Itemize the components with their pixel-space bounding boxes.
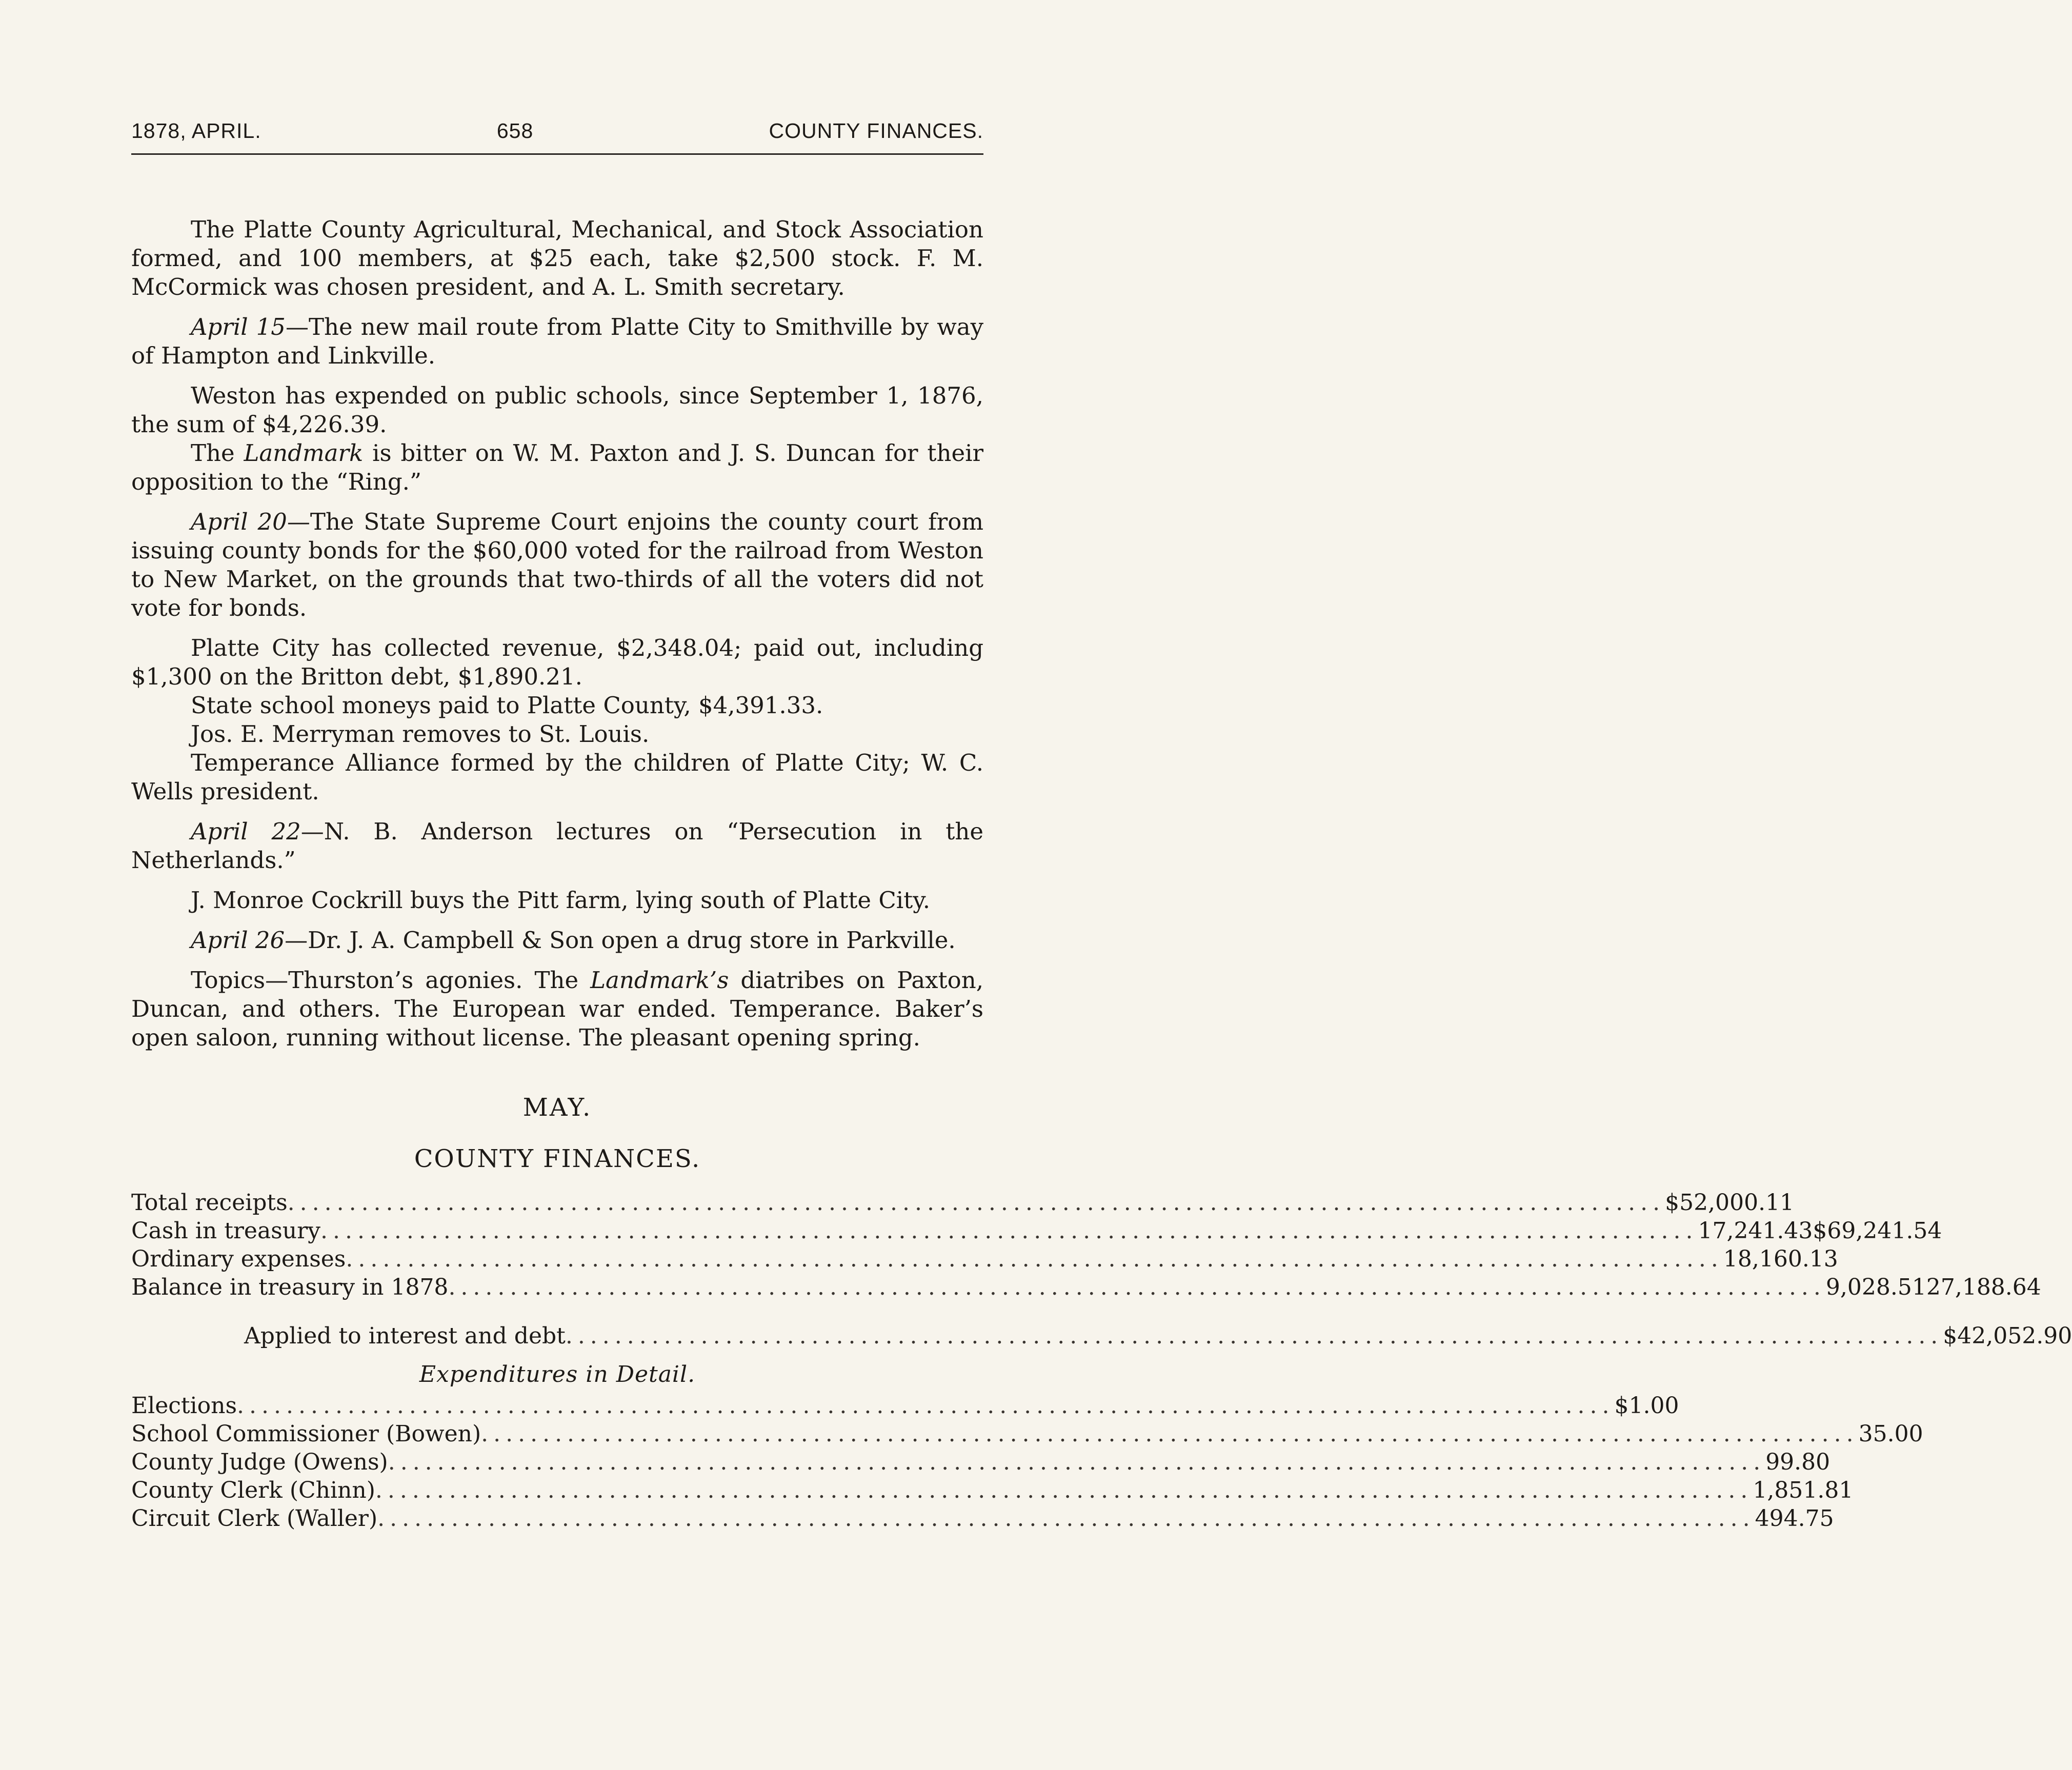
header-section: COUNTY FINANCES.	[769, 119, 983, 143]
newspaper-title: Landmark	[244, 439, 364, 467]
expenditure-amount: 1.00	[1628, 1393, 1679, 1419]
ledger-label: Ordinary expenses	[131, 1246, 346, 1272]
ledger-amount: 17,241.43	[1698, 1218, 1813, 1244]
ledger-total: 27,188.64	[1926, 1274, 2041, 1300]
date-label: April 22	[191, 818, 301, 845]
expenditure-row	[131, 1448, 1830, 1476]
ledger-row	[131, 1245, 1838, 1273]
paragraph: J. Monroe Cockrill buys the Pitt farm, lying south of Platte City.	[191, 887, 930, 914]
expenditure-label: County Clerk (Chinn)	[131, 1477, 375, 1503]
date-label: April 26	[191, 927, 285, 954]
expenditure-label: Circuit Clerk (Waller)	[131, 1505, 378, 1532]
ledger-total: $69,241.54	[1813, 1218, 1942, 1244]
section-title: COUNTY FINANCES.	[414, 1144, 701, 1173]
chronicle-text	[131, 215, 983, 1052]
expenditures-list	[131, 1392, 1923, 1533]
newspaper-title: Landmark’s	[590, 967, 729, 994]
expenditure-row	[131, 1420, 1923, 1448]
expenditure-label: County Judge (Owens)	[131, 1449, 388, 1475]
applied-amount: $42,052.90	[1943, 1323, 2072, 1349]
paragraph: April 26—Dr. J. A. Campbell & Son open a drug store in Parkville.	[191, 927, 956, 954]
leader-dots: ................................................................................................................	[565, 1323, 1943, 1349]
header-date: 1878, APRIL.	[131, 119, 261, 143]
leader-dots: ................................................................................................................	[388, 1449, 1766, 1475]
expenditure-label: School Commissioner (Bowen)	[131, 1421, 481, 1447]
leader-dots: ................................................................................................................	[448, 1274, 1826, 1300]
ledger-row	[131, 1217, 1942, 1245]
dollar-sign: $	[1614, 1393, 1629, 1419]
leader-dots: ................................................................................................................	[481, 1421, 1859, 1447]
applied-row	[131, 1322, 2072, 1350]
leader-dots: ................................................................................................................	[237, 1393, 1615, 1419]
ledger-amount: $52,000.11	[1665, 1190, 1795, 1216]
book-page	[131, 119, 2072, 1533]
ledger-row	[131, 1273, 2041, 1301]
ledger-label: Balance in treasury in 1878	[131, 1274, 449, 1300]
leader-dots: ................................................................................................................	[287, 1190, 1665, 1216]
finance-ledger	[131, 1189, 2072, 1533]
expenditure-amount: 494.75	[1755, 1505, 1834, 1532]
paragraph: Topics—Thurston’s agonies. The Landmark’s diatribes on Paxton, Duncan, and others. The European war ended. Temperance. Baker’s open saloon, running without license. The pleasant opening spring.	[131, 967, 983, 1051]
paragraph: Jos. E. Merryman removes to St. Louis.	[191, 720, 650, 748]
expenditure-row	[131, 1476, 1854, 1504]
expenditure-amount: 35.00	[1858, 1421, 1923, 1447]
paragraph: State school moneys paid to Platte County, $4,391.33.	[191, 692, 823, 719]
paragraph: April 15—The new mail route from Platte City to Smithville by way of Hampton and Linkville.	[131, 313, 983, 369]
expenditures-heading: Expenditures in Detail.	[419, 1361, 696, 1387]
ledger-label: Cash in treasury	[131, 1218, 320, 1244]
ledger-amount: 18,160.13	[1723, 1246, 1838, 1272]
paragraph: April 20—The State Supreme Court enjoins the county court from issuing county bonds for the $60,000 voted for the railroad from Weston to New Market, on the grounds that two-thirds of all the voters did not vote for bonds.	[131, 508, 983, 621]
expenditure-row	[131, 1504, 1834, 1533]
ledger-label: Total receipts	[131, 1190, 288, 1216]
expenditure-row	[131, 1392, 1679, 1420]
expenditure-amount: 99.80	[1765, 1449, 1830, 1475]
expenditure-amount: 1,851.81	[1753, 1477, 1854, 1503]
date-label: April 15	[191, 313, 286, 340]
applied-label: Applied to interest and debt	[244, 1323, 566, 1349]
date-label: April 20	[191, 508, 287, 535]
leader-dots: ................................................................................................................	[377, 1505, 1755, 1532]
expenditure-label: Elections	[131, 1393, 237, 1419]
paragraph: April 22—N. B. Anderson lectures on “Persecution in the Netherlands.”	[131, 818, 983, 874]
page-number: 658	[496, 119, 534, 143]
leader-dots: ................................................................................................................	[346, 1246, 1723, 1272]
paragraph: Weston has expended on public schools, since September 1, 1876, the sum of $4,226.39.	[131, 382, 983, 438]
leader-dots: ................................................................................................................	[375, 1477, 1753, 1503]
leader-dots: ................................................................................................................	[320, 1218, 1698, 1244]
ledger-amount: 9,028.51	[1825, 1274, 1926, 1300]
paragraph: Platte City has collected revenue, $2,348.04; paid out, including $1,300 on the Britton debt, $1,890.21.	[131, 634, 983, 690]
paragraph: The Platte County Agricultural, Mechanical, and Stock Association formed, and 100 members, at $25 each, take $2,500 stock. F. M. McCormick was chosen president, and A. L. Smith secretary.	[131, 216, 983, 300]
paragraph: Temperance Alliance formed by the children of Platte City; W. C. Wells president.	[131, 749, 983, 805]
running-header	[131, 119, 983, 155]
ledger-row	[131, 1189, 1795, 1217]
month-heading: MAY.	[522, 1093, 592, 1122]
paragraph: The Landmark is bitter on W. M. Paxton and J. S. Duncan for their opposition to the “Ring.”	[131, 439, 983, 495]
